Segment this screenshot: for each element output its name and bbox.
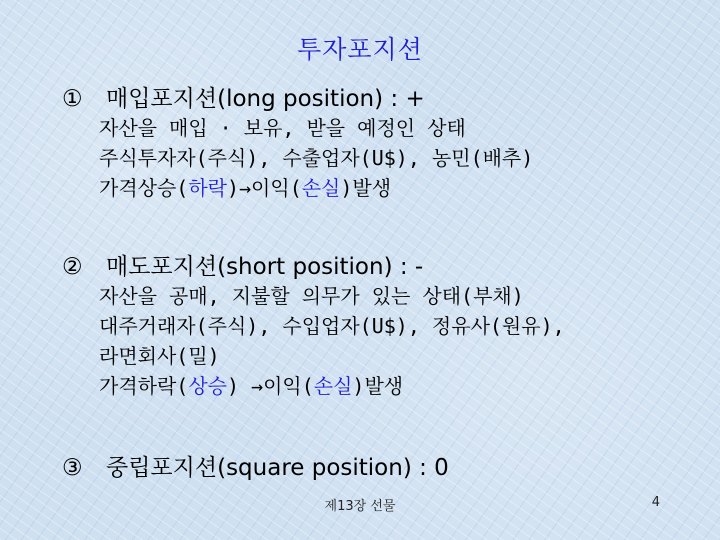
slide-title: 투자포지션: [297, 35, 423, 64]
highlight-text: 손실: [301, 176, 341, 200]
text-segment: )발생: [340, 176, 392, 200]
section-1-number: ①: [62, 86, 83, 112]
section-2-number: ②: [62, 254, 83, 280]
section-2-line-2: 대주거래자(주식), 수입업자(U$), 정유사(원유),: [99, 314, 565, 338]
section-1-heading: [62, 80, 425, 113]
section-3-heading: [62, 449, 449, 482]
section-3-title: 중립포지션(square position) : 0: [106, 455, 449, 481]
section-3-number: ③: [62, 455, 83, 481]
text-segment: 가격하락(: [99, 374, 189, 398]
section-2-title: 매도포지션(short position) : -: [106, 254, 424, 280]
section-2-body: [99, 281, 565, 401]
section-1-body: [99, 113, 533, 203]
section-1-title: 매입포지션(long position) : +: [106, 86, 425, 112]
footer-chapter: 제13장 선물: [324, 499, 396, 514]
highlight-text: 상승: [188, 374, 227, 398]
section-2-line-3: 라면회사(밀): [99, 344, 220, 368]
text-segment: ) →이익(: [226, 374, 314, 398]
section-2-line-1: 자산을 공매, 지불할 의무가 있는 상태(부채): [99, 284, 524, 308]
text-segment: )→이익(: [226, 176, 302, 200]
section-1-line-1: 자산을 매입 · 보유, 받을 예정인 상태: [99, 116, 466, 140]
section-2-heading: [62, 248, 423, 281]
text-segment: )발생: [352, 374, 404, 398]
section-1-line-3: [99, 173, 533, 203]
section-2-line-4: [99, 371, 565, 401]
section-1-line-2: 주식투자자(주식), 수출업자(U$), 농민(배추): [99, 146, 534, 170]
highlight-text: 손실: [313, 374, 353, 398]
highlight-text: 하락: [188, 176, 227, 200]
page-number: 4: [651, 495, 660, 510]
text-segment: 가격상승(: [99, 176, 189, 200]
